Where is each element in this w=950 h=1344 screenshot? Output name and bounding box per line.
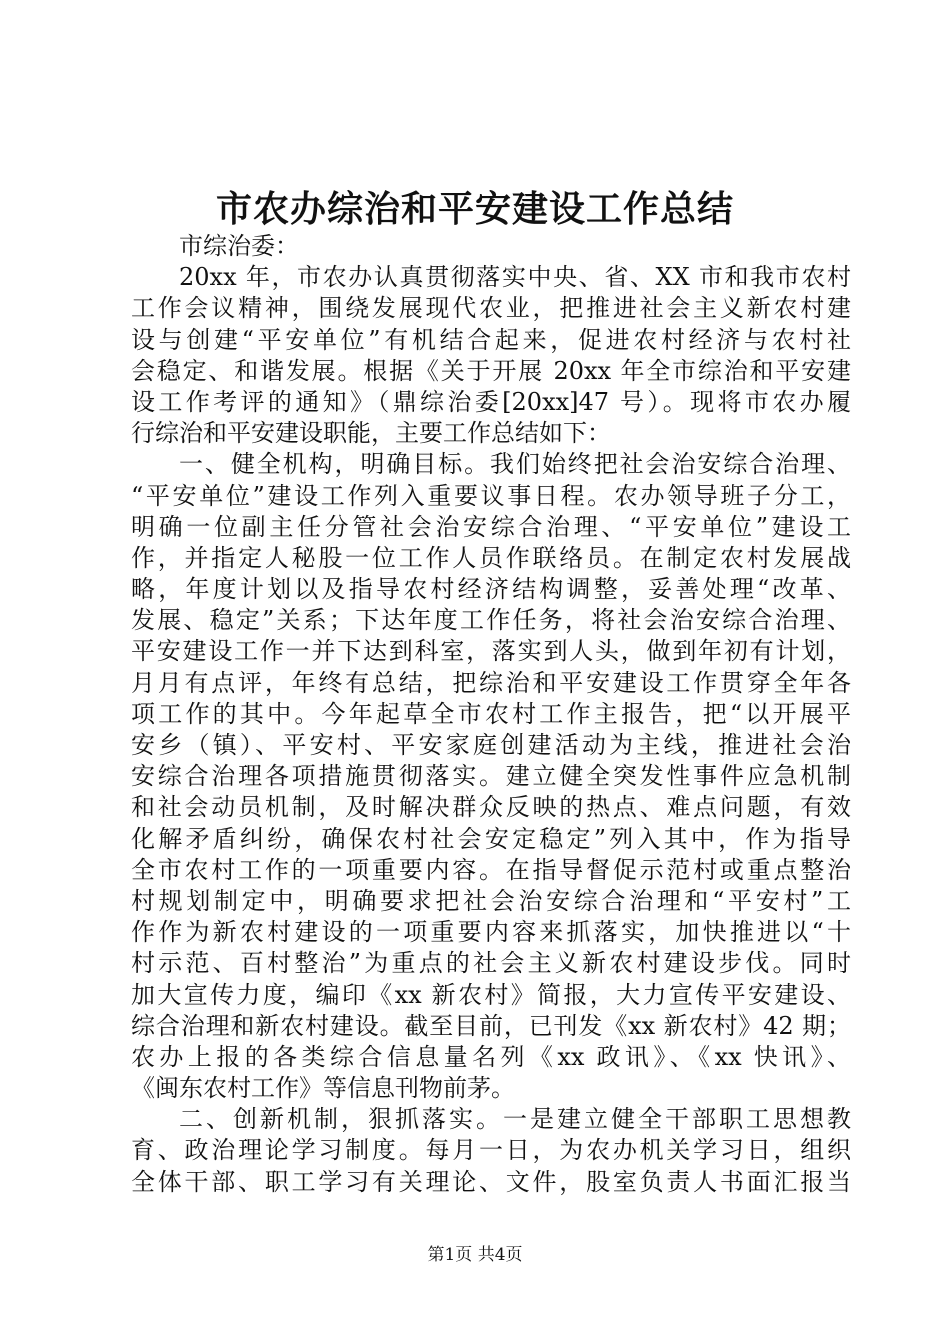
body-line: 明确一位副主任分管社会治安综合治理、“平安单位”建设工 <box>131 512 851 541</box>
body-line: 全市农村工作的一项重要内容。在指导督促示范村或重点整治 <box>131 855 851 884</box>
body-line: 20xx 年，市农办认真贯彻落实中央、省、XX 市和我市农村 <box>179 263 851 292</box>
page-footer: 第1页 共4页 <box>427 1245 523 1265</box>
body-line: 安综合治理各项措施贯彻落实。建立健全突发性事件应急机制 <box>131 762 851 791</box>
body-line: 行综治和平安建设职能，主要工作总结如下： <box>131 419 611 448</box>
body-line: 项工作的其中。今年起草全市农村工作主报告，把“以开展平 <box>131 699 851 728</box>
body-line: 综合治理和新农村建设。截至目前，已刊发《xx 新农村》42 期； <box>131 1011 851 1040</box>
body-line: 育、政治理论学习制度。每月一日，为农办机关学习日，组织 <box>131 1136 851 1165</box>
body-line: 市综治委： <box>179 232 299 260</box>
body-line: 农办上报的各类综合信息量名列《xx 政讯》、《xx 快讯》、 <box>131 1042 851 1071</box>
body-line: 安乡（镇）、平安村、平安家庭创建活动为主线，推进社会治 <box>131 731 851 759</box>
body-line: 全体干部、职工学习有关理论、文件，股室负责人书面汇报当 <box>131 1167 851 1196</box>
body-line: 设工作考评的通知》（鼎综治委[20xx]47 号）。现将市农办履 <box>131 387 851 416</box>
body-line: 村规划制定中，明确要求把社会治安综合治理和“平安村”工 <box>131 886 851 915</box>
body-line: 二、创新机制，狠抓落实。一是建立健全干部职工思想教 <box>179 1105 851 1134</box>
body-line: 会稳定、和谐发展。根据《关于开展 20xx 年全市综治和平安建 <box>131 356 851 385</box>
body-line: 略，年度计划以及指导农村经济结构调整，妥善处理“改革、 <box>131 575 851 604</box>
document-body <box>131 231 851 1198</box>
body-line: 设与创建“平安单位”有机结合起来，促进农村经济与农村社 <box>131 325 851 354</box>
body-line: 发展、稳定”关系；下达年度工作任务，将社会治安综合治理、 <box>131 606 851 635</box>
document-title: 市农办综治和平安建设工作总结 <box>215 188 734 230</box>
body-line: 村示范、百村整治”为重点的社会主义新农村建设步伐。同时 <box>131 949 851 978</box>
body-line: 月月有点评，年终有总结，把综治和平安建设工作贯穿全年各 <box>131 668 851 697</box>
body-line: 平安建设工作一并下达到科室，落实到人头，做到年初有计划， <box>131 637 851 666</box>
body-line: 作作为新农村建设的一项重要内容来抓落实，加快推进以“十 <box>131 918 851 947</box>
body-line: 化解矛盾纠纷，确保农村社会安定稳定”列入其中，作为指导 <box>131 824 851 853</box>
body-line: 和社会动员机制，及时解决群众反映的热点、难点问题，有效 <box>131 793 851 822</box>
body-line: 《闽东农村工作》等信息刊物前茅。 <box>131 1074 515 1103</box>
body-line: 工作会议精神，围绕发展现代农业，把推进社会主义新农村建 <box>131 294 851 323</box>
body-line: 加大宣传力度，编印《xx 新农村》简报，大力宣传平安建设、 <box>131 980 851 1009</box>
body-line: 一、健全机构，明确目标。我们始终把社会治安综合治理、 <box>179 450 851 479</box>
body-line: 作，并指定人秘股一位工作人员作联络员。在制定农村发展战 <box>131 543 851 572</box>
body-line: “平安单位”建设工作列入重要议事日程。农办领导班子分工， <box>131 481 851 510</box>
